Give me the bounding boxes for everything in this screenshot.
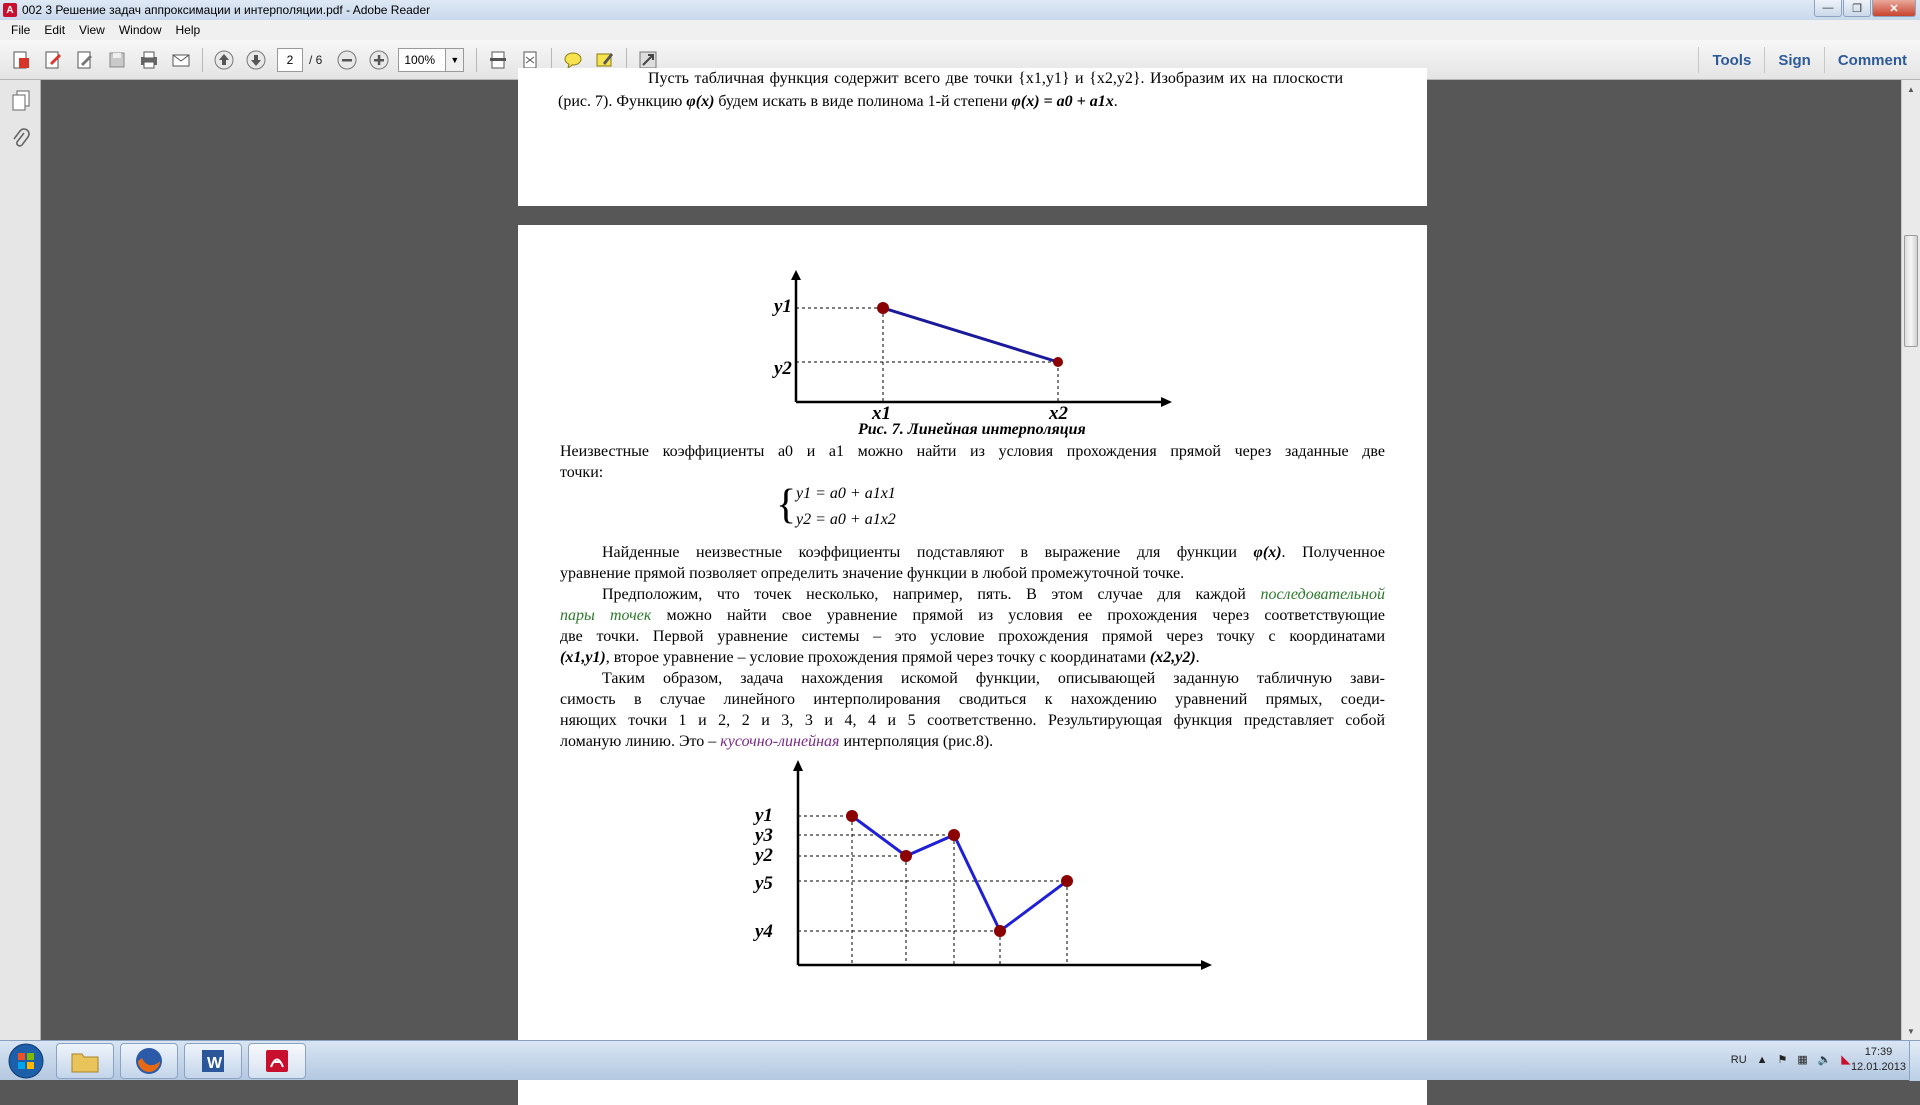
menu-help[interactable]: Help xyxy=(175,23,201,37)
clock-time: 17:39 xyxy=(1864,1046,1893,1058)
para3-link-1: последовательной xyxy=(1260,586,1385,603)
zoom-input[interactable]: 100% xyxy=(398,48,446,72)
fig8-point-4 xyxy=(994,925,1006,937)
previous-page-button[interactable] xyxy=(211,47,237,73)
para3-line-4 xyxy=(560,647,1385,668)
system-tray xyxy=(1731,1053,1850,1066)
attachments-button[interactable] xyxy=(0,120,41,158)
para4-term: кусочно-линейная xyxy=(720,733,840,750)
fig8-y-axis-arrow xyxy=(793,760,803,771)
para4-line-4a: ломаную линию. Это – xyxy=(560,733,721,750)
sign-button[interactable]: Sign xyxy=(1764,47,1824,73)
fig8-label-y2: y2 xyxy=(755,845,773,866)
create-pdf-icon xyxy=(10,49,32,71)
windows-orb-icon xyxy=(8,1043,44,1079)
para3-line-3: две точки. Первой уравнение системы – это условие прохождения прямой через точку с координатами xyxy=(560,628,1385,645)
fig8-point-1 xyxy=(846,810,858,822)
fig7-caption: Рис. 7. Линейная интерполяция xyxy=(858,421,1086,438)
arrow-down-small-icon: ▼ xyxy=(1907,1026,1915,1036)
fig8-point-2 xyxy=(900,850,912,862)
page-thumbnails-button[interactable] xyxy=(0,82,41,120)
scrollbar-thumb[interactable] xyxy=(1904,235,1918,347)
folder-icon xyxy=(70,1048,100,1074)
para1-line-2: точки: xyxy=(560,464,604,481)
arrow-down-icon xyxy=(245,49,267,71)
flag-icon[interactable]: ⚑ xyxy=(1777,1054,1788,1066)
para3-line-1a: Предположим, что точек несколько, например, пять. В этом случае для каждой xyxy=(602,586,1261,603)
minus-circle-icon xyxy=(336,49,358,71)
para4-line-3: няющих точки 1 и 2, 2 и 3, 3 и 4, 4 и 5 соответственно. Результирующая функция представляет собой xyxy=(560,712,1385,729)
fig7-y-axis-arrow xyxy=(791,270,801,280)
clock-date: 12.01.2013 xyxy=(1850,1061,1906,1073)
pencil-doc-icon xyxy=(74,49,96,71)
equation-brace: { xyxy=(776,482,797,528)
pdf-page-2 xyxy=(518,225,1427,1105)
page1-line-2a: (рис. 7). Функцию xyxy=(558,93,687,110)
create-pdf-button[interactable] xyxy=(8,47,34,73)
fig7-label-y2: y2 xyxy=(774,358,792,379)
email-button[interactable] xyxy=(168,47,194,73)
taskbar xyxy=(0,1040,1920,1080)
fig7-point-1 xyxy=(877,302,889,314)
toolbar-separator xyxy=(476,48,477,72)
envelope-icon xyxy=(170,49,192,71)
edit-pdf-button[interactable] xyxy=(40,47,66,73)
edit-pdf-icon xyxy=(42,49,64,71)
fig8-label-y5: y5 xyxy=(755,873,773,894)
zoom-out-button[interactable] xyxy=(334,47,360,73)
plus-circle-icon xyxy=(368,49,390,71)
para4-line-4b: интерполяция (рис.8). xyxy=(839,733,994,750)
menu-bar xyxy=(0,20,1920,40)
volume-icon[interactable]: 🔈 xyxy=(1817,1054,1832,1066)
chevron-down-icon: ▼ xyxy=(450,54,460,65)
tools-button[interactable]: Tools xyxy=(1698,47,1764,73)
fig8-label-y1: y1 xyxy=(755,805,773,826)
zoom-in-button[interactable] xyxy=(366,47,392,73)
save-button[interactable] xyxy=(104,47,130,73)
paperclip-icon xyxy=(10,127,32,151)
scroll-up-button[interactable] xyxy=(1902,80,1920,98)
next-page-button[interactable] xyxy=(243,47,269,73)
fig8-point-3 xyxy=(948,829,960,841)
fig7-point-2 xyxy=(1053,357,1063,367)
word-icon xyxy=(199,1047,227,1075)
document-view[interactable] xyxy=(41,70,1901,1040)
fig8-point-5 xyxy=(1061,875,1073,887)
clock[interactable] xyxy=(1851,1045,1906,1075)
para3-line-2 xyxy=(560,605,1385,626)
taskbar-adobe-reader[interactable] xyxy=(248,1043,306,1079)
minimize-button[interactable]: — xyxy=(1814,0,1842,17)
page1-line-2b: будем искать в виде полинома 1-й степени xyxy=(714,93,1012,110)
page-total: / 6 xyxy=(309,52,323,67)
para3-line-1 xyxy=(560,584,1385,605)
para3-line-2b: можно найти свое уравнение прямой из условия ее прохождения через соответствующие xyxy=(651,607,1385,624)
fit-page-button[interactable] xyxy=(485,47,511,73)
para2-line-1b: . Полученное xyxy=(1281,544,1386,561)
para2-line-1a: Найденные неизвестные коэффициенты подставляют в выражение для функции xyxy=(602,544,1254,561)
fig8-label-y3: y3 xyxy=(755,825,773,846)
equation-2: y2 = a0 + a1x2 xyxy=(796,511,896,528)
page1-line-1: Пусть табличная функция содержит всего две точки {x1,y1} и {x2,y2}. Изобразим их на плоскости xyxy=(648,70,1343,87)
figure-8-chart xyxy=(738,760,1218,990)
title-bar xyxy=(0,0,1920,20)
para2-phi: φ(x) xyxy=(1253,544,1282,561)
scroll-down-button[interactable] xyxy=(1902,1022,1920,1040)
language-indicator[interactable]: RU xyxy=(1730,1053,1747,1066)
fit-page-icon xyxy=(487,49,509,71)
network-icon[interactable]: ▦ xyxy=(1797,1054,1808,1066)
para4-line-2: симость в случае линейного интерполирования сводиться к нахождению уравнений прямых, соеди- xyxy=(560,691,1385,708)
page-number-input[interactable]: 2 xyxy=(277,48,303,72)
arrow-up-small-icon: ▲ xyxy=(1907,84,1915,94)
navigation-pane xyxy=(0,80,41,1040)
taskbar-firefox[interactable] xyxy=(120,1043,178,1079)
phi-expression: φ(x) xyxy=(686,93,715,110)
tray-expand-icon[interactable]: ▲ xyxy=(1756,1053,1768,1066)
window-title: 002 3 Решение задач аппроксимации и интерполяции.pdf - Adobe Reader xyxy=(22,3,431,17)
fig8-x-axis-arrow xyxy=(1201,960,1212,970)
save-icon xyxy=(106,49,128,71)
menu-file[interactable]: File xyxy=(11,23,31,37)
fig7-label-y1: y1 xyxy=(774,296,792,317)
para1-line-1: Неизвестные коэффициенты a0 и a1 можно найти из условия прохождения прямой через заданные две xyxy=(560,443,1385,460)
para2-line-1 xyxy=(560,542,1385,563)
fig8-label-y4: y4 xyxy=(755,921,773,942)
pages-icon xyxy=(10,89,32,113)
para3-coord-2: (x2,y2) xyxy=(1149,649,1196,666)
start-button[interactable] xyxy=(2,1042,50,1080)
svg-text:W: W xyxy=(207,1055,223,1072)
para4-line-4 xyxy=(560,731,993,752)
para4-line-1: Таким образом, задача нахождения искомой функции, описывающей заданную табличную зави- xyxy=(602,670,1385,687)
adobe-update-icon[interactable]: ◣ xyxy=(1841,1054,1850,1066)
menu-view[interactable]: View xyxy=(79,23,105,37)
zoom-dropdown-button[interactable] xyxy=(446,48,464,72)
menu-edit[interactable]: Edit xyxy=(44,23,66,37)
para3-link-2: пары точек xyxy=(560,607,652,624)
firefox-icon xyxy=(134,1046,164,1076)
equation-1: y1 = a0 + a1x1 xyxy=(796,485,896,502)
printer-icon xyxy=(138,49,160,71)
taskbar-explorer[interactable] xyxy=(56,1043,114,1079)
close-button[interactable]: ✕ xyxy=(1872,0,1916,17)
sign-doc-button[interactable] xyxy=(72,47,98,73)
print-button[interactable] xyxy=(136,47,162,73)
para3-coord-1: (x1,y1) xyxy=(560,649,606,666)
page1-line-2 xyxy=(558,91,1343,112)
fig7-line xyxy=(883,308,1058,362)
para3-line-4c: . xyxy=(1195,649,1200,666)
arrow-up-icon xyxy=(213,49,235,71)
para2-line-2: уравнение прямой позволяет определить значение функции в любой промежуточной точке. xyxy=(560,565,1185,582)
fig7-x-axis-arrow xyxy=(1161,397,1172,407)
vertical-scrollbar[interactable] xyxy=(1901,80,1920,1040)
taskbar-word[interactable] xyxy=(184,1043,242,1079)
show-desktop-button[interactable] xyxy=(1909,1041,1920,1081)
page1-line-2c: . xyxy=(1113,93,1118,110)
maximize-button[interactable]: ❐ xyxy=(1843,0,1871,17)
fig7-label-x2: x2 xyxy=(1049,403,1068,424)
acrobat-icon xyxy=(263,1047,291,1075)
menu-window[interactable]: Window xyxy=(118,23,162,37)
fig7-label-x1: x1 xyxy=(872,403,891,424)
adobe-reader-icon: A xyxy=(3,3,17,17)
toolbar-separator xyxy=(202,48,203,72)
pdf-page-1 xyxy=(518,68,1427,206)
comment-button[interactable]: Comment xyxy=(1824,47,1920,73)
para3-line-4b: , второе уравнение – условие прохождения прямой через точку с координатами xyxy=(605,649,1150,666)
polynomial-expression: φ(x) = a0 + a1x xyxy=(1011,93,1114,110)
